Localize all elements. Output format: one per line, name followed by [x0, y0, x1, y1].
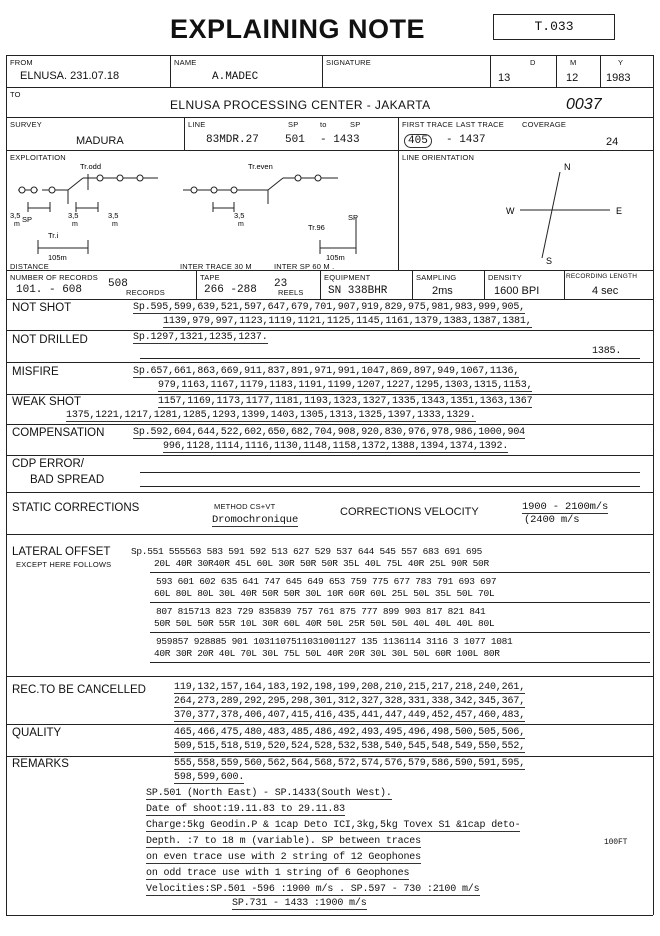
spread-diagram — [8, 160, 396, 268]
records-count: 508 — [108, 278, 128, 290]
compensation-line-1: Sp.592,604,644,522,602,650,682,704,908,920,830,976,978,986,1000,904 — [133, 427, 526, 438]
lateral-line-3: 593 601 602 635 641 747 645 649 653 759 775 677 783 791 693 697 — [156, 576, 497, 587]
reference-number: T.033 — [493, 14, 615, 40]
remarks-line-1: SP.501 (North East) - SP.1433(South West). — [146, 788, 392, 799]
lateral-line-8: 40R 30R 20R 40L 70L 30L 75L 50L 40R 20R 30L 30L 50L 60R 100L 80R — [154, 648, 500, 659]
divider — [150, 602, 650, 603]
remarks-line-3: Charge:5kg Geodin.P & 1cap Deto ICI,3kg,5kg Tovex S1 &1cap deto- — [146, 820, 521, 831]
divider — [6, 362, 653, 363]
unit-label: m — [72, 221, 78, 228]
reels-label: REELS — [278, 288, 304, 297]
divider — [322, 55, 323, 87]
not-drilled-line-1: Sp.1297,1321,1235,1237. — [133, 332, 268, 343]
day-label: D — [530, 58, 536, 67]
cdp-error-label: CDP ERROR/ — [12, 458, 84, 470]
divider — [6, 117, 653, 118]
from-value: ELNUSA. 231.07.18 — [20, 70, 120, 82]
misfire-label: MISFIRE — [12, 366, 59, 378]
divider — [6, 150, 653, 151]
remarks-line-5: on even trace use with 2 string of 12 Geophones — [146, 852, 421, 863]
name-label: NAME — [174, 58, 197, 67]
unit-label: m — [238, 221, 244, 228]
divider — [6, 492, 653, 493]
frame-left — [6, 55, 7, 915]
rec-cancel-line-5: 509,515,518,519,520,524,528,532,538,540,545,548,549,550,552, — [174, 741, 526, 752]
sampling-label: SAMPLING — [416, 273, 457, 282]
divider — [556, 55, 557, 87]
records-label: RECORDS — [126, 288, 165, 297]
remarks-line-7: Velocities:SP.501 -596 :1900 m/s . SP.597 - 730 :2100 m/s — [146, 884, 480, 895]
inter-sp-label: INTER SP 60 M . — [274, 262, 335, 271]
quality-label: QUALITY — [12, 727, 62, 739]
name-value: A.MADEC — [212, 71, 259, 83]
divider — [490, 55, 491, 87]
except-here-label: EXCEPT HERE FOLLOWS — [16, 560, 112, 569]
divider — [398, 150, 399, 270]
sp-from-value: 501 — [285, 134, 305, 146]
year-value: 1983 — [606, 72, 631, 84]
rec-cancel-line-3: 370,377,378,406,407,415,416,435,441,447,449,452,457,460,483, — [174, 710, 526, 721]
frame-bottom — [6, 915, 653, 916]
lateral-line-6: 50R 50L 50R 55R 10L 30R 60L 40R 50L 25R 50L 50L 40L 40L 40L 80L — [154, 618, 495, 629]
weak-shot-line-2: 1375,1221,1217,1281,1285,1293,1399,1403,1305,1313,1325,1397,1333,1329. — [66, 410, 476, 421]
divider — [6, 756, 653, 757]
to-sp-label: to — [320, 120, 327, 129]
spacing-label: 3,5 — [68, 211, 79, 220]
tape-label: TAPE — [200, 273, 220, 282]
tr-96-label: Tr.96 — [308, 223, 325, 232]
lateral-offset-label: LATERAL OFFSET — [12, 546, 111, 558]
lateral-line-4: 60L 80L 80L 30L 40R 50R 50R 30L 10R 60R 60L 25L 50L 35L 50L 70L — [154, 588, 495, 599]
lateral-line-2: 20L 40R 30R40R 45L 60L 30R 50R 50R 35L 40L 75L 40R 25L 90R 50R — [154, 558, 489, 569]
tr-odd-label: Tr.odd — [80, 162, 101, 171]
lateral-line-7: 959857 928885 901 1031107511031001127 135 1136114 3116 3 1077 1081 — [156, 636, 513, 647]
to-value: ELNUSA PROCESSING CENTER - JAKARTA — [170, 98, 431, 112]
compensation-line-2: 996,1128,1114,1116,1130,1148,1158,1372,1388,1394,1374,1392. — [163, 441, 509, 452]
to-number: 0037 — [566, 96, 602, 113]
exploitation-label: EXPLOITATION — [10, 153, 66, 162]
divider — [6, 330, 653, 331]
coverage-value: 24 — [606, 136, 619, 148]
spacing-label: 3,5 — [108, 211, 119, 220]
divider — [564, 270, 565, 299]
weak-shot-line-1: 1157,1169,1173,1177,1181,1193,1323,1327,1335,1343,1351,1363,1367 — [158, 396, 533, 407]
sp-to-value: - 1433 — [320, 134, 360, 146]
divider — [140, 358, 640, 359]
sampling-value: 2ms — [432, 285, 453, 297]
corrections-velocity-label: CORRECTIONS VELOCITY — [340, 506, 479, 518]
line-orientation-label: LINE ORIENTATION — [402, 153, 475, 162]
north-label: N — [564, 162, 571, 172]
divider — [6, 394, 653, 395]
method-label: METHOD CS+VT — [214, 502, 276, 511]
density-value: 1600 BPI — [494, 285, 540, 297]
year-label: Y — [618, 58, 624, 67]
divider — [6, 724, 653, 725]
unit-label: m — [14, 221, 20, 228]
coverage-label: COVERAGE — [522, 120, 567, 129]
divider — [150, 572, 650, 573]
divider — [150, 632, 650, 633]
inter-trace-label: INTER TRACE 30 M — [180, 262, 252, 271]
remarks-line-4: Depth. :7 to 18 m (variable). SP between traces — [146, 836, 421, 847]
west-label: W — [506, 206, 515, 216]
equipment-value: SN 338BHR — [328, 285, 388, 297]
sp-label: SP — [288, 120, 299, 129]
divider — [170, 55, 171, 87]
from-label: FROM — [10, 58, 33, 67]
distance-label: DISTANCE — [10, 262, 49, 271]
sp2-label: SP — [350, 120, 361, 129]
survey-label: SURVEY — [10, 120, 42, 129]
misfire-line-1: Sp.657,661,863,669,911,837,891,971,991,1047,869,897,949,1067,1136, — [133, 366, 520, 377]
divider — [6, 424, 653, 425]
frame-right — [653, 55, 654, 915]
distance-105-label: 105m — [326, 253, 345, 262]
divider — [6, 676, 653, 677]
rec-length-label: RECORDING LENGTH — [566, 273, 638, 280]
not-shot-line-2: 1139,979,997,1123,1119,1121,1125,1145,1161,1379,1383,1387,1381, — [163, 316, 532, 327]
spacing-label: 3,5 — [234, 211, 245, 220]
signature-label: SIGNATURE — [326, 58, 371, 67]
day-value: 13 — [498, 72, 511, 84]
bad-spread-label: BAD SPREAD — [30, 474, 105, 486]
sp-label: SP — [348, 213, 359, 222]
not-drilled-line-2: 1385. — [592, 346, 622, 357]
reels-count: 23 — [274, 278, 288, 290]
rec-cancel-line-4: 465,466,475,480,483,485,486,492,493,495,496,498,500,505,506, — [174, 727, 526, 738]
divider — [6, 87, 653, 88]
divider — [6, 455, 653, 456]
equipment-label: EQUIPMENT — [324, 273, 371, 282]
depth-note: 100FT — [604, 838, 628, 847]
month-value: 12 — [566, 72, 579, 84]
num-records-value: 101. - 608 — [16, 284, 83, 296]
rec-cancel-label: REC.TO BE CANCELLED — [12, 684, 146, 696]
compensation-label: COMPENSATION — [12, 427, 105, 439]
south-label: S — [546, 256, 553, 266]
method-value: Dromochronique — [212, 514, 299, 526]
rec-cancel-line-7: 598,599,600. — [174, 772, 245, 783]
divider — [196, 270, 197, 299]
divider — [6, 299, 653, 300]
remarks-label: REMARKS — [12, 758, 69, 770]
survey-value: MADURA — [76, 135, 124, 147]
rec-cancel-line-6: 555,558,559,560,562,564,568,572,574,576,579,586,590,591,595, — [174, 758, 526, 769]
unit-label: m — [112, 221, 118, 228]
rec-cancel-line-2: 264,273,289,292,295,298,301,312,327,328,331,338,342,345,367, — [174, 696, 526, 707]
not-shot-label: NOT SHOT — [12, 302, 72, 314]
line-value: 83MDR.27 — [206, 134, 259, 146]
divider — [6, 270, 653, 271]
remarks-line-6: on odd trace use with 1 string of 6 Geophones — [146, 868, 410, 879]
orientation-diagram — [480, 158, 650, 268]
divider — [184, 117, 185, 150]
to-label: TO — [10, 90, 21, 99]
page-title: EXPLAINING NOTE — [170, 14, 426, 44]
remarks-line-2: Date of shoot:19.11.83 to 29.11.83 — [146, 804, 345, 815]
divider — [6, 534, 653, 535]
not-shot-line-1: Sp.595,599,639,521,597,647,679,701,907,919,829,975,981,983,999,905, — [133, 302, 526, 313]
divider — [150, 662, 650, 663]
tape-value: 266 -288 — [204, 284, 257, 296]
misfire-line-2: 979,1163,1167,1179,1183,1191,1199,1207,1227,1295,1303,1315,1153, — [158, 380, 533, 391]
divider — [398, 117, 399, 150]
last-trace-label: LAST TRACE — [456, 120, 504, 129]
weak-shot-label: WEAK SHOT — [12, 396, 82, 408]
month-label: M — [570, 58, 577, 67]
num-records-label: NUMBER OF RECORDS — [10, 273, 98, 282]
divider — [320, 270, 321, 299]
divider — [484, 270, 485, 299]
lateral-line-5: 807 815713 823 729 835839 757 761 875 777 899 903 817 821 841 — [156, 606, 486, 617]
tr-i-label: Tr.i — [48, 231, 59, 240]
divider — [412, 270, 413, 299]
rec-cancel-line-1: 119,132,157,164,183,192,198,199,208,210,215,217,218,240,261, — [174, 682, 526, 693]
distance-105-label: 105m — [48, 253, 67, 262]
first-trace-label: FIRST TRACE — [402, 120, 454, 129]
static-corrections-label: STATIC CORRECTIONS — [12, 502, 140, 514]
not-drilled-label: NOT DRILLED — [12, 334, 88, 346]
rec-length-value: 4 sec — [592, 285, 619, 297]
divider — [140, 486, 640, 487]
last-trace-value: - 1437 — [446, 134, 486, 146]
remarks-line-8: SP.731 - 1433 :1900 m/s — [232, 898, 367, 909]
sp-label: SP — [22, 215, 33, 224]
velocity-value: 1900 - 2100m/s — [522, 501, 609, 513]
east-label: E — [616, 206, 623, 216]
line-label: LINE — [188, 120, 206, 129]
velocity-value-2: (2400 m/s — [524, 514, 580, 526]
first-trace-value: 405 — [404, 134, 432, 148]
lateral-line-1: Sp.551 555563 583 591 592 513 627 529 537 644 545 557 683 691 695 — [131, 546, 483, 557]
spacing-label: 3,5 — [10, 211, 21, 220]
density-label: DENSITY — [488, 273, 522, 282]
divider — [600, 55, 601, 87]
tr-even-label: Tr.even — [248, 162, 273, 171]
divider — [140, 472, 640, 473]
